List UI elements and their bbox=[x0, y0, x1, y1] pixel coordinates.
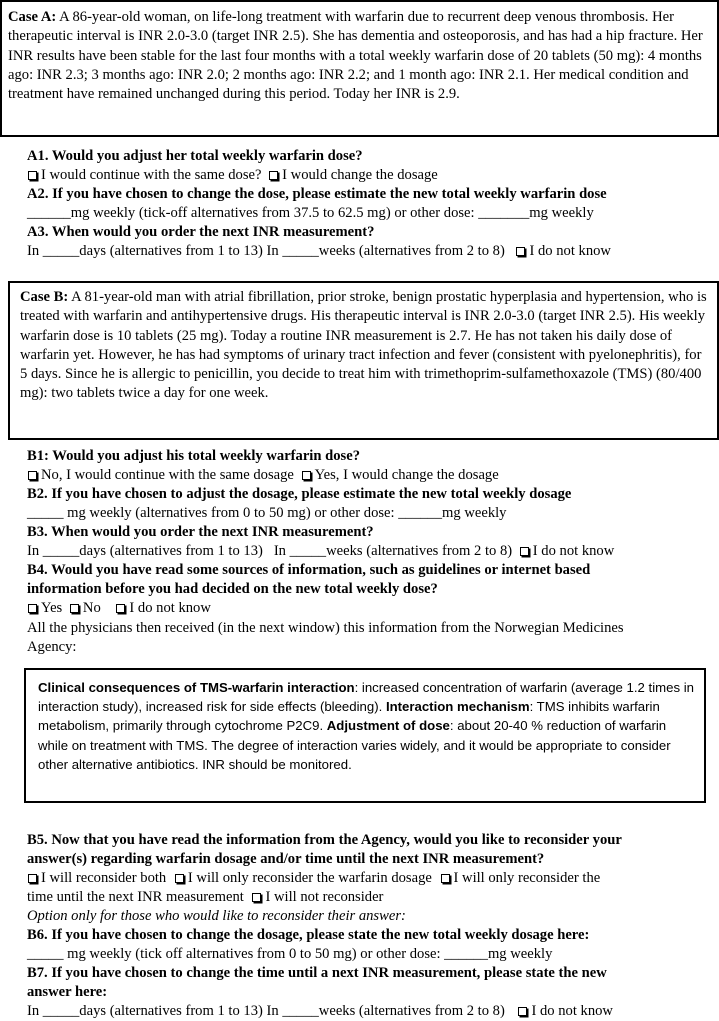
question-b6: B6. If you have chosen to change the dosage, please state the new total weekly dosage here: bbox=[27, 927, 590, 943]
checkbox-b5-not[interactable] bbox=[252, 893, 261, 902]
b7-answer-row bbox=[27, 1002, 613, 1021]
question-b5-line1: B5. Now that you have read the information from the Agency, would you like to reconsider your bbox=[27, 832, 622, 848]
question-b4-line1: B4. Would you have read some sources of information, such as guidelines or internet based bbox=[27, 562, 591, 578]
question-b3: B3. When would you order the next INR measurement? bbox=[27, 524, 374, 540]
checkbox-b3-dont-know[interactable] bbox=[520, 547, 529, 556]
checkbox-a3-dont-know[interactable] bbox=[516, 247, 525, 256]
checkbox-b5-dosage[interactable] bbox=[175, 874, 184, 883]
b3-answer-row bbox=[27, 542, 614, 561]
checkbox-b5-both[interactable] bbox=[28, 874, 37, 883]
checkbox-b5-time[interactable] bbox=[441, 874, 450, 883]
b6-answer[interactable]: _____ mg weekly (tick off alternatives from 0 to 50 mg) or other dose: ______mg weekly bbox=[27, 946, 553, 962]
b4-option-no: No bbox=[82, 600, 101, 616]
tms-heading-adjustment: Adjustment of dose bbox=[326, 718, 450, 734]
b2-answer[interactable]: _____ mg weekly (alternatives from 0 to 50 mg) or other dose: ______mg weekly bbox=[27, 505, 507, 521]
case-a-box bbox=[0, 0, 719, 137]
case-a-description: A 86-year-old woman, on life-long treatment with warfarin due to recurrent deep venous thrombosis. Her therapeutic interval is INR 2.0-3.0 (target INR 2.5). She has dementia and osteoporosis, and has had a hip fracture. Her INR results have been stable for the last four months with a total weekly warfarin dose of 20 tablets (50 mg): 4 months ago: INR 2.3; 3 months ago: INR 2.0; 2 months ago: INR 2.2; and 1 month ago: INR 2.1. Her medical condition and treatment have remained unchanged during this period. Today her INR is 2.9. bbox=[8, 9, 703, 103]
question-a1: A1. Would you adjust her total weekly warfarin dose? bbox=[27, 148, 363, 164]
b4-note-line2: Agency: bbox=[27, 639, 77, 655]
b5-option-time-cont: time until the next INR measurement bbox=[27, 889, 244, 905]
a1-option-change: I would change the dosage bbox=[282, 167, 438, 183]
b1-option-change: Yes, I would change the dosage bbox=[314, 467, 499, 483]
tms-heading-consequences: Clinical consequences of TMS-warfarin interaction bbox=[38, 680, 355, 695]
case-b-description: A 81-year-old man with atrial fibrillation, prior stroke, benign prostatic hyperplasia and hypertension, who is treated with warfarin and antihypertensive drugs. His therapeutic interval is INR 2.0-3.0 (target INR 2.5). His weekly warfarin dose is 10 tablets (25 mg). Today a routine INR measurement is 2.7. He has not taken his daily dose of warfarin yet. However, he has had symptoms of urinary tract infection and fever (consistent with pyelonephritis), for 5 days. Since he is allergic to penicillin, you decide to treat him with trimethoprim-sulfamethoxazole (TMS) (80/400 mg): two tablets twice a day for one week. bbox=[20, 289, 707, 402]
b5-option-dosage: I will only reconsider the warfarin dosage bbox=[187, 870, 432, 886]
checkbox-a1-change[interactable] bbox=[269, 171, 278, 180]
b3-dont-know: I do not know bbox=[532, 543, 615, 559]
question-b7-line2: answer here: bbox=[27, 984, 108, 1000]
question-b7-line1: B7. If you have chosen to change the time until a next INR measurement, please state the new bbox=[27, 965, 607, 981]
b5-options-row2 bbox=[27, 888, 383, 907]
b3-answer[interactable]: In _____days (alternatives from 1 to 13) In _____weeks (alternatives from 2 to 8) bbox=[27, 543, 513, 559]
b4-note-line1: All the physicians then received (in the next window) this information from the Norwegian Medicines bbox=[27, 620, 624, 636]
checkbox-b4-yes[interactable] bbox=[28, 604, 37, 613]
case-b-label: Case B: bbox=[20, 289, 69, 305]
a3-dont-know: I do not know bbox=[529, 243, 611, 259]
checkbox-b1-continue[interactable] bbox=[28, 471, 37, 480]
tms-consequences-text: : increased concentration of warfarin (average 1.2 times in interaction study), increased risk for side effects (bleeding). bbox=[38, 680, 694, 715]
b5-note: Option only for those who would like to reconsider their answer: bbox=[27, 908, 406, 924]
b1-options bbox=[27, 466, 499, 485]
a3-answer[interactable]: In _____days (alternatives from 1 to 13) In _____weeks (alternatives from 2 to 8) bbox=[27, 243, 505, 259]
b1-option-continue: No, I would continue with the same dosage bbox=[41, 467, 294, 483]
b5-options-row1 bbox=[27, 869, 600, 888]
b7-answer[interactable]: In _____days (alternatives from 1 to 13) In _____weeks (alternatives from 2 to 8) bbox=[27, 1003, 505, 1019]
checkbox-b7-dont-know[interactable] bbox=[518, 1007, 527, 1016]
question-b4-line2: information before you had decided on the new total weekly dose? bbox=[27, 581, 438, 597]
question-a2: A2. If you have chosen to change the dose, please estimate the new total weekly warfarin dose bbox=[27, 186, 607, 202]
checkbox-b4-no[interactable] bbox=[70, 604, 79, 613]
a1-option-continue: I would continue with the same dose? bbox=[41, 167, 262, 183]
case-a-text bbox=[8, 8, 711, 104]
tms-adjustment-text: : about 20-40 % reduction of warfarin while on treatment with TMS. The degree of interaction varies widely, and it would be appropriate to consider other alternative antibiotics. INR should be monitored. bbox=[38, 718, 671, 772]
a1-options bbox=[27, 166, 438, 185]
tms-info-text bbox=[38, 678, 696, 774]
b7-dont-know: I do not know bbox=[531, 1003, 613, 1019]
b5-option-time: I will only reconsider the bbox=[453, 870, 601, 886]
b4-option-yes: Yes bbox=[41, 600, 63, 616]
a2-answer[interactable]: ______mg weekly (tick-off alternatives from 37.5 to 62.5 mg) or other dose: _______mg weekly bbox=[27, 205, 594, 221]
checkbox-b4-dont-know[interactable] bbox=[116, 604, 125, 613]
b5-option-not: I will not reconsider bbox=[265, 889, 384, 905]
tms-mechanism-text: : TMS inhibits warfarin metabolism, primarily through cytochrome P2C9. bbox=[38, 699, 660, 734]
case-a-label: Case A: bbox=[8, 9, 57, 25]
question-b5-line2: answer(s) regarding warfarin dosage and/or time until the next INR measurement? bbox=[27, 851, 545, 867]
tms-heading-mechanism: Interaction mechanism bbox=[385, 699, 530, 715]
case-b-text bbox=[20, 288, 711, 404]
case-b-box bbox=[8, 281, 719, 440]
question-a3: A3. When would you order the next INR measurement? bbox=[27, 224, 375, 240]
a3-answer-row bbox=[27, 242, 611, 261]
b5-option-both: I will reconsider both bbox=[41, 870, 167, 886]
b4-option-dont-know: I do not know bbox=[129, 600, 211, 616]
tms-info-box bbox=[24, 668, 706, 803]
checkbox-a1-continue[interactable] bbox=[28, 171, 37, 180]
question-b2: B2. If you have chosen to adjust the dosage, please estimate the new total weekly dosage bbox=[27, 486, 572, 502]
question-b1: B1: Would you adjust his total weekly warfarin dose? bbox=[27, 448, 360, 464]
b4-options bbox=[27, 599, 211, 618]
checkbox-b1-change[interactable] bbox=[302, 471, 311, 480]
